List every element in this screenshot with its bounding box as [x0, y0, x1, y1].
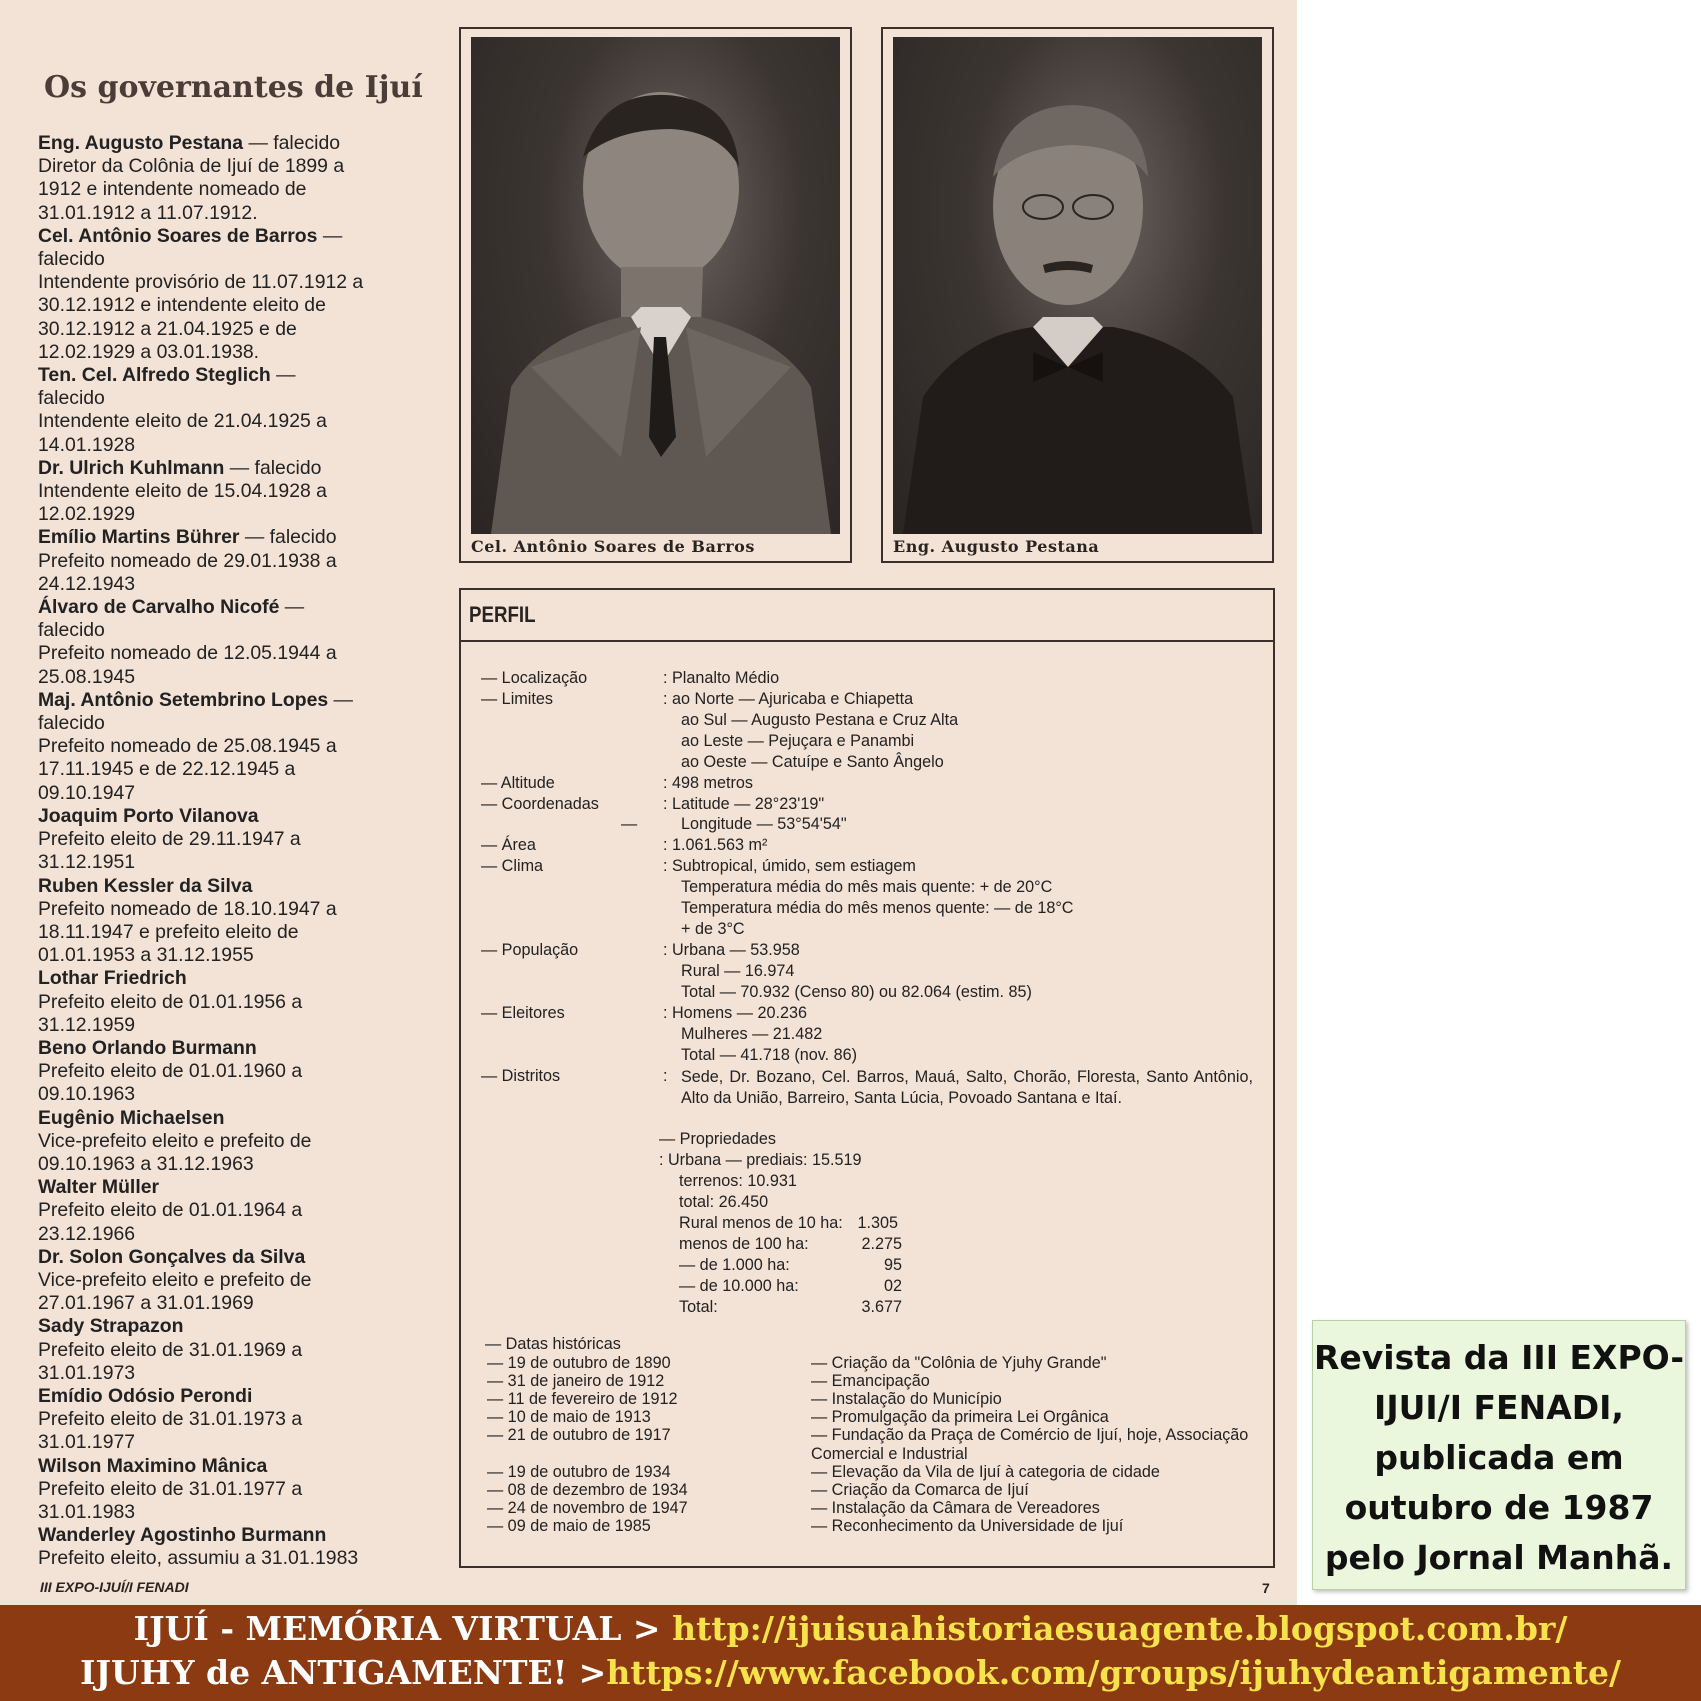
distritos-text: Sede, Dr. Bozano, Cel. Barros, Mauá, Salto, Chorão, Floresta, Santo Antônio, Alto da União, Barreiro, Santa Lúcia, Povoado Santana e Itaí.: [681, 1068, 1253, 1107]
footer-publication: III EXPO-IJUÍ/I FENADI: [40, 1579, 189, 1595]
coordenadas-dash: —: [621, 815, 638, 833]
governante-detail-line: 31.01.1912 a 11.07.1912.: [38, 201, 258, 224]
footer-banner: [0, 1605, 1701, 1701]
governante-detail-line: Vice-prefeito eleito e prefeito de: [38, 1268, 312, 1291]
governante-suffix: — falecido: [224, 456, 322, 479]
governante-name: Emílio Martins Bührer: [38, 526, 240, 549]
governante-detail-line: Prefeito eleito de 31.01.1977 a: [38, 1477, 303, 1500]
historical-date: — 24 de novembro de 1947: [487, 1499, 688, 1517]
portrait-drawing-right: [893, 37, 1262, 534]
governante-detail-line: Intendente eleito de 15.04.1928 a: [38, 480, 327, 503]
governante-detail-line: 30.12.1912 e intendente eleito de: [38, 294, 326, 317]
governante-suffix: —: [328, 688, 353, 711]
governante-detail-line: 27.01.1967 a 31.01.1969: [38, 1292, 254, 1315]
historical-event: — Criação da Comarca de Ijuí: [811, 1481, 1029, 1499]
governante-detail-line: 09.10.1963 a 31.12.1963: [38, 1152, 254, 1175]
banner-line-1: [0, 1609, 1701, 1648]
governante-entry: [38, 596, 443, 689]
governante-suffix: — falecido: [243, 132, 341, 154]
governante-entry: [38, 689, 443, 805]
de-1000-value: 95: [883, 1256, 902, 1274]
governante-name: Maj. Antônio Setembrino Lopes: [38, 688, 329, 711]
propriedades-rural-total-label: Total:: [679, 1298, 718, 1316]
governante-name: Joaquim Porto Vilanova: [38, 804, 259, 827]
rural-menos-10-value: 1.305: [857, 1214, 898, 1232]
note-line: IJUI/I FENADI,: [1374, 1388, 1624, 1427]
governante-detail-line: Vice-prefeito eleito e prefeito de: [38, 1129, 312, 1152]
historical-date: — 11 de fevereiro de 1912: [487, 1390, 678, 1408]
coordenadas-latitude: : Latitude — 28°23'19": [663, 795, 825, 813]
governante-detail-line: 09.10.1947: [38, 781, 136, 804]
governante-detail-line: Intendente provisório de 11.07.1912 a: [38, 271, 364, 294]
publication-note: [1312, 1320, 1686, 1590]
governante-detail-line: 1912 e intendente nomeado de: [38, 178, 307, 201]
localizacao-value: : Planalto Médio: [663, 669, 780, 687]
perfil-header: [461, 590, 1273, 642]
populacao-rural: Rural — 16.974: [681, 962, 795, 980]
publication-note-text: [1313, 1333, 1685, 1583]
governante-entry: [38, 1385, 443, 1455]
governante-entry: [38, 526, 443, 596]
limites-leste: ao Leste — Pejuçara e Panambi: [681, 732, 915, 750]
banner-line-1-label: IJUÍ - MEMÓRIA VIRTUAL >: [133, 1609, 673, 1648]
governantes-list: [38, 132, 443, 1571]
governante-entry: [38, 805, 443, 875]
eleitores-label: — Eleitores: [481, 1004, 565, 1022]
historical-event: — Fundação da Praça de Comércio de Ijuí, hoje, Associação Comercial e Industrial: [811, 1426, 1249, 1463]
governante-detail-line: falecido: [38, 619, 105, 642]
page-number: 7: [1262, 1580, 1270, 1596]
photo-frame-right: [881, 27, 1274, 563]
clima-line-4: + de 3°C: [681, 920, 745, 938]
banner-line-2-label: IJUHY de ANTIGAMENTE! >: [79, 1653, 607, 1692]
perfil-title: PERFIL: [469, 602, 536, 627]
eleitores-mulheres: Mulheres — 21.482: [681, 1025, 823, 1043]
historical-date: — 09 de maio de 1985: [487, 1517, 651, 1535]
historical-date: — 08 de dezembro de 1934: [487, 1481, 688, 1499]
caption-left: Cel. Antônio Soares de Barros: [471, 537, 755, 556]
governante-suffix: —: [279, 596, 305, 619]
governante-name: Dr. Solon Gonçalves da Silva: [38, 1245, 306, 1268]
portrait-augusto-pestana: [893, 37, 1262, 534]
propriedades-terrenos: terrenos: 10.931: [679, 1172, 797, 1190]
area-label: — Área: [481, 836, 536, 854]
governante-name: Emídio Odósio Perondi: [38, 1384, 253, 1407]
propriedades-urbana: : Urbana — prediais: 15.519: [659, 1151, 862, 1169]
menos-100-value: 2.275: [861, 1235, 902, 1253]
de-10000-value: 02: [883, 1277, 902, 1295]
governante-detail-line: 31.01.1983: [38, 1500, 136, 1523]
governante-detail-line: falecido: [38, 712, 105, 735]
governante-detail-line: 17.11.1945 e de 22.12.1945 a: [38, 758, 296, 781]
photo-frame-left: [459, 27, 852, 563]
populacao-urbana: : Urbana — 53.958: [663, 941, 800, 959]
historical-date: — 31 de janeiro de 1912: [487, 1372, 665, 1390]
datas-historicas-label: — Datas históricas: [485, 1335, 621, 1353]
historical-event: — Promulgação da primeira Lei Orgânica: [811, 1408, 1109, 1426]
governante-name: Sady Strapazon: [38, 1315, 184, 1338]
governante-entry: [38, 1315, 443, 1385]
governante-detail-line: 31.12.1959: [38, 1013, 136, 1036]
governante-suffix: —: [270, 364, 296, 387]
governante-name: Walter Müller: [38, 1176, 160, 1199]
governante-detail-line: 23.12.1966: [38, 1222, 136, 1245]
de-1000-label: — de 1.000 ha:: [679, 1256, 790, 1274]
governante-suffix: —: [317, 224, 343, 247]
clima-line-3: Temperatura média do mês menos quente: — de 18°C: [681, 899, 1074, 917]
governante-detail-line: 14.01.1928: [38, 433, 136, 456]
localizacao-label: — Localização: [481, 669, 588, 687]
governante-entry: [38, 1037, 443, 1107]
distritos-colon: :: [663, 1067, 668, 1085]
historical-event: — Instalação da Câmara de Vereadores: [811, 1499, 1100, 1517]
governante-name: Eugênio Michaelsen: [38, 1106, 225, 1129]
governante-name: Álvaro de Carvalho Nicofé: [38, 596, 280, 619]
governante-detail-line: Prefeito nomeado de 12.05.1944 a: [38, 642, 337, 665]
note-line: publicada em: [1374, 1438, 1624, 1477]
governante-entry: [38, 457, 443, 527]
note-line: pelo Jornal Manhã.: [1324, 1538, 1674, 1577]
coordenadas-label: — Coordenadas: [481, 795, 599, 813]
governante-detail-line: 31.01.1977: [38, 1431, 136, 1454]
governante-name: Cel. Antônio Soares de Barros: [38, 224, 318, 247]
limites-sul: ao Sul — Augusto Pestana e Cruz Alta: [681, 711, 959, 729]
governante-name: Eng. Augusto Pestana: [38, 132, 244, 154]
governante-detail-line: 01.01.1953 a 31.12.1955: [38, 944, 254, 967]
altitude-value: : 498 metros: [663, 774, 753, 792]
governante-detail-line: Prefeito nomeado de 25.08.1945 a: [38, 735, 337, 758]
governante-detail-line: 31.01.1973: [38, 1361, 136, 1384]
governante-detail-line: Diretor da Colônia de Ijuí de 1899 a: [38, 155, 345, 178]
de-10000-label: — de 10.000 ha:: [679, 1277, 799, 1295]
governante-detail-line: 30.12.1912 a 21.04.1925 e de: [38, 317, 297, 340]
portrait-antonio-soares-de-barros: [471, 37, 840, 534]
facebook-group-link[interactable]: https://www.facebook.com/groups/ijuhydeantigamente/: [606, 1653, 1622, 1692]
propriedades-total: total: 26.450: [679, 1193, 769, 1211]
banner-line-2: [0, 1653, 1701, 1692]
historical-date: — 19 de outubro de 1934: [487, 1463, 671, 1481]
governante-entry: [38, 1524, 443, 1570]
propriedades-label: — Propriedades: [659, 1130, 776, 1148]
governante-detail-line: Prefeito eleito de 31.01.1969 a: [38, 1338, 303, 1361]
governante-entry: [38, 1176, 443, 1246]
governante-detail-line: 09.10.1963: [38, 1083, 136, 1106]
altitude-label: — Altitude: [481, 774, 555, 792]
governante-detail-line: Prefeito eleito, assumiu a 31.01.1983: [38, 1547, 359, 1570]
eleitores-homens: : Homens — 20.236: [663, 1004, 807, 1022]
note-line: outubro de 1987: [1344, 1488, 1654, 1527]
governante-entry: [38, 1107, 443, 1177]
historical-event: — Emancipação: [811, 1372, 930, 1390]
coordenadas-longitude: Longitude — 53°54'54": [681, 815, 847, 833]
perfil-box: [459, 588, 1275, 1568]
governante-entry: [38, 1455, 443, 1525]
caption-right: Eng. Augusto Pestana: [893, 537, 1100, 556]
historical-date: — 21 de outubro de 1917: [487, 1426, 671, 1444]
rural-menos-10-label: Rural menos de 10 ha:: [679, 1214, 843, 1232]
clima-label: — Clima: [481, 857, 544, 875]
governante-name: Wilson Maximino Mânica: [38, 1454, 268, 1477]
limites-norte: : ao Norte — Ajuricaba e Chiapetta: [663, 690, 914, 708]
governante-detail-line: Prefeito eleito de 01.01.1956 a: [38, 990, 303, 1013]
governante-entry: [38, 364, 443, 457]
governante-name: Dr. Ulrich Kuhlmann: [38, 456, 225, 479]
portrait-drawing-left: [471, 37, 840, 534]
governante-detail-line: falecido: [38, 387, 105, 410]
governante-detail-line: 12.02.1929: [38, 503, 136, 526]
governante-detail-line: 24.12.1943: [38, 572, 136, 595]
governante-detail-line: Prefeito nomeado de 18.10.1947 a: [38, 897, 337, 920]
governante-detail-line: Prefeito eleito de 31.01.1973 a: [38, 1408, 303, 1431]
governante-detail-line: falecido: [38, 248, 105, 271]
governante-detail-line: 25.08.1945: [38, 665, 136, 688]
governante-detail-line: 12.02.1929 a 03.01.1938.: [38, 340, 260, 363]
governantes-title: Os governantes de Ijuí: [44, 70, 423, 105]
historical-event: — Instalação do Município: [811, 1390, 1002, 1408]
governante-name: Beno Orlando Burmann: [38, 1036, 257, 1059]
governante-entry: [38, 225, 443, 364]
governante-detail-line: Prefeito eleito de 01.01.1960 a: [38, 1060, 303, 1083]
governante-detail-line: Prefeito nomeado de 29.01.1938 a: [38, 549, 337, 572]
governante-name: Ten. Cel. Alfredo Steglich: [38, 364, 271, 387]
populacao-total: Total — 70.932 (Censo 80) ou 82.064 (estim. 85): [681, 983, 1032, 1001]
historical-event: — Criação da "Colônia de Yjuhy Grande": [811, 1354, 1107, 1372]
area-value: : 1.061.563 m²: [663, 836, 768, 854]
governante-detail-line: Prefeito eleito de 01.01.1964 a: [38, 1199, 303, 1222]
governante-detail-line: 18.11.1947 e prefeito eleito de: [38, 920, 299, 943]
governante-name: Ruben Kessler da Silva: [38, 874, 253, 897]
governante-detail-line: Intendente eleito de 21.04.1925 a: [38, 410, 327, 433]
governante-name: Wanderley Agostinho Burmann: [38, 1524, 327, 1547]
eleitores-total: Total — 41.718 (nov. 86): [681, 1046, 858, 1064]
historical-date: — 10 de maio de 1913: [487, 1408, 651, 1426]
note-line: Revista da III EXPO-: [1313, 1338, 1685, 1377]
governante-entry: [38, 132, 443, 225]
governante-detail-line: Prefeito eleito de 29.11.1947 a: [38, 828, 301, 851]
limites-label: — Limites: [481, 690, 553, 708]
propriedades-rural-total-value: 3.677: [861, 1298, 902, 1316]
governante-entry: [38, 967, 443, 1037]
governante-entry: [38, 875, 443, 968]
populacao-label: — População: [481, 941, 579, 959]
historical-date: — 19 de outubro de 1890: [487, 1354, 671, 1372]
historical-event: — Reconhecimento da Universidade de Ijuí: [811, 1517, 1124, 1535]
governante-suffix: — falecido: [239, 526, 337, 549]
clima-value: : Subtropical, úmido, sem estiagem: [663, 857, 916, 875]
menos-100-label: menos de 100 ha:: [679, 1235, 809, 1253]
governante-entry: [38, 1246, 443, 1316]
distritos-label: — Distritos: [481, 1067, 561, 1085]
blog-link[interactable]: http://ijuisuahistoriaesuagente.blogspot.com.br/: [672, 1609, 1568, 1648]
clima-line-2: Temperatura média do mês mais quente: + de 20°C: [681, 878, 1053, 896]
governante-name: Lothar Friedrich: [38, 967, 187, 990]
governante-detail-line: 31.12.1951: [38, 851, 136, 874]
historical-event: — Elevação da Vila de Ijuí à categoria de cidade: [811, 1463, 1160, 1481]
limites-oeste: ao Oeste — Catuípe e Santo Ângelo: [681, 753, 944, 771]
